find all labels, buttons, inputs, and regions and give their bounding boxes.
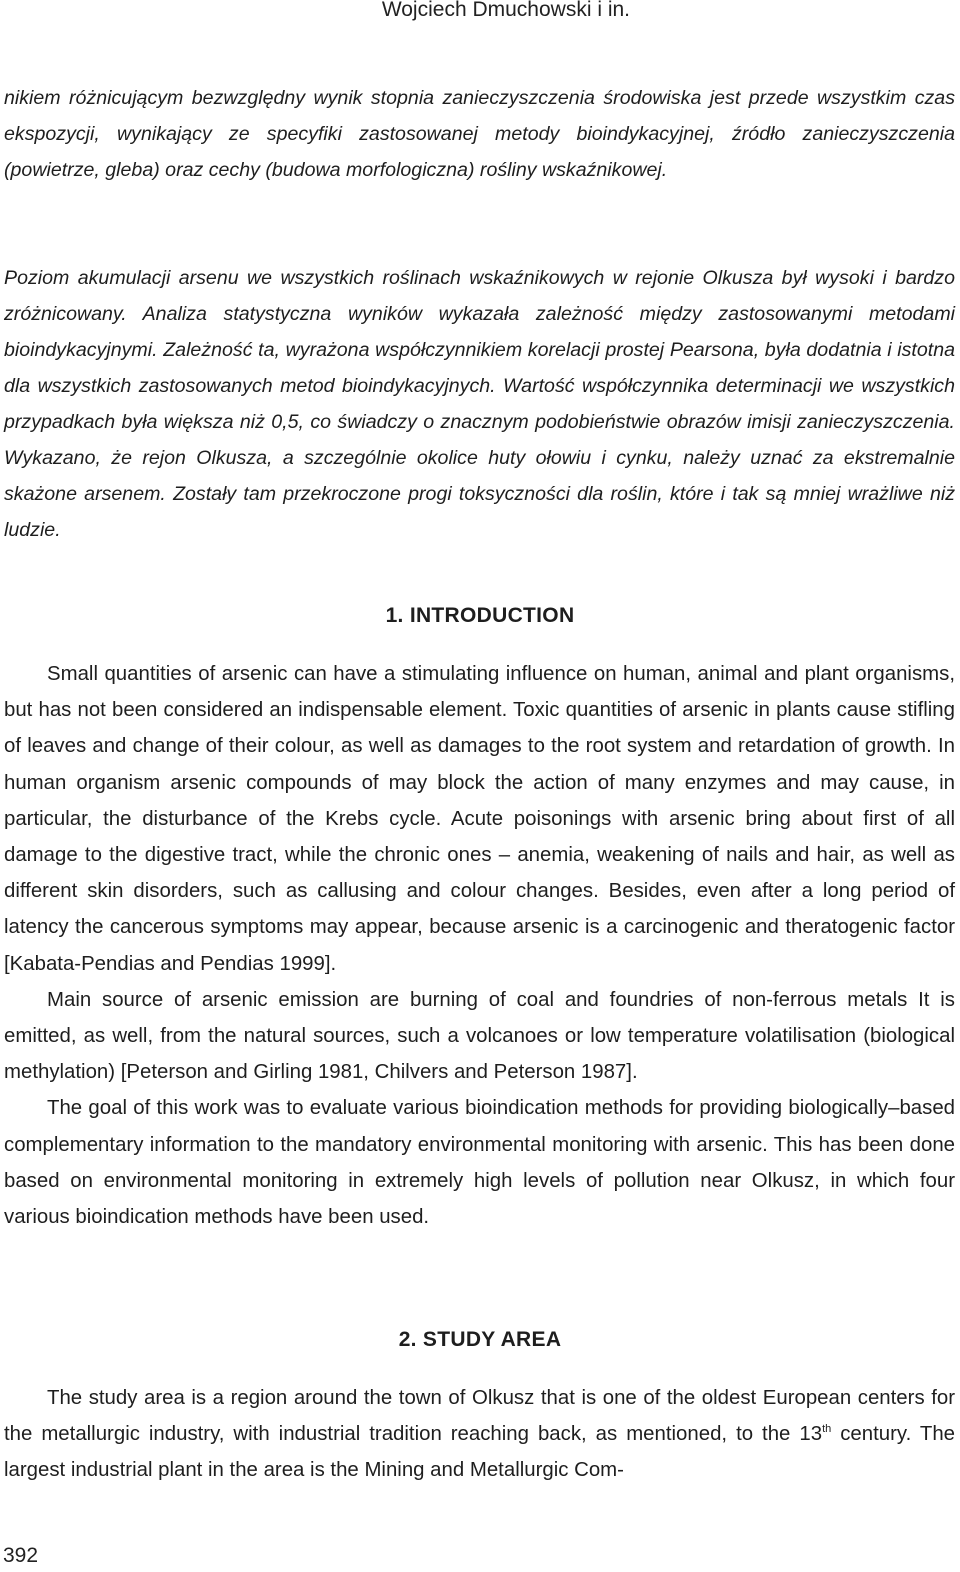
page-number: 392 [3,1544,39,1567]
section-heading-study-area: 2. STUDY AREA [398,1328,562,1351]
study-area-text-end: century. The largest industrial plant in the area is the Mining and Metallurgic Com- [4,1423,955,1482]
abstract-polish-continuation [4,80,955,188]
introduction-paragraph: Small quantities of arsenic can have a stimulating influence on human, animal and plant organisms, but has not been considered an indispensable element. Toxic quantities of arsenic in plants cause stifling of leaves and change of their colour, as well as damages to the root system and retardation of growth. In human organism arsenic compounds of may block the action of many enzymes and may cause, in particular, the disturbance of the Krebs cycle. Acute poisonings with arsenic bring about first of all damage to the digestive tract, while the chronic ones – anemia, weakening of nails and hair, as well as different skin disorders, such as callusing and colour changes. Besides, even after a long period of latency the cancerous symptoms may appear, because arsenic is a carcinogenic and theratogenic factor [Kabata-Pendias and Pendias 1999]. [4,663,955,975]
abstract-polish-results [4,260,955,548]
section-heading-introduction: 1. INTRODUCTION [385,604,575,627]
introduction-body [4,656,955,1235]
study-area-text-start: The study area is a region around the town of Olkusz that is one of the oldest European centers for the metallurgic industry, with industrial tradition reaching back, as mentioned, to the 13 [4,1387,955,1446]
ordinal-superscript: th [822,1423,832,1436]
abstract-paragraph: Poziom akumulacji arsenu we wszystkich roślinach wskaźnikowych w rejonie Olkusza był wysoki i bardzo zróżnicowany. Analiza statystyczna wyników wykazała zależność między zastosowanymi metodami bioindykacyjnymi. Zależność ta, wyrażona współczynnikiem korelacji prostej Pearsona, była dodatnia i istotna dla wszystkich zastosowanych metod bioindykacyjnych. Wartość współczynnika determinacji we wszystkich przypadkach była większa niż 0,5, co świadczy o znacznym podobieństwie obrazów imisji zanieczyszczenia. Wykazano, że rejon Olkusza, a szczególnie okolice huty ołowiu i cynku, należy uznać za ekstremalnie skażone arsenem. Zostały tam przekroczone progi toksyczności dla roślin, które i tak są mniej wrażliwe niż ludzie. [4,267,955,541]
study-area-paragraph [4,1380,955,1489]
running-header: Wojciech Dmuchowski i in. [381,0,630,21]
introduction-paragraph: Main source of arsenic emission are burning of coal and foundries of non-ferrous metals It is emitted, as well, from the natural sources, such a volcanoes or low temperature volatilisation (biological methylation) [Peterson and Girling 1981, Chilvers and Peterson 1987]. [4,988,955,1084]
abstract-paragraph: nikiem różnicującym bezwzględny wynik stopnia zanieczyszczenia środowiska jest przede wszystkim czas ekspozycji, wynikający ze specyfiki zastosowanej metody bioindykacyjnej, źródło zanieczyszczenia (powietrze, gleba) oraz cechy (budowa morfologiczna) rośliny wskaźnikowej. [4,87,955,181]
study-area-body [4,1380,955,1489]
introduction-paragraph: The goal of this work was to evaluate various bioindication methods for providing biologically–based complementary information to the mandatory environmental monitoring with arsenic. This has been done based on environmental monitoring in extremely high levels of pollution near Olkusz, in which four various bioindication methods have been used. [4,1097,955,1229]
